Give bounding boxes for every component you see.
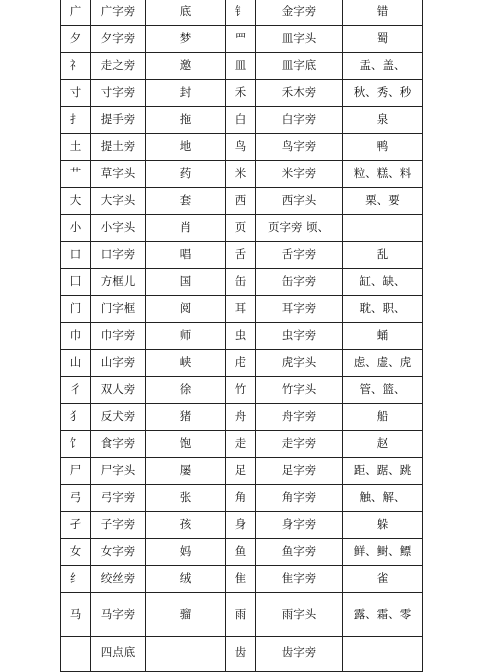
cell-radical-name: 食字旁 [91,431,146,458]
cell-example: 秋、秀、秒 [343,80,423,107]
cell-radical: 扌 [61,107,91,134]
cell-radical-name: 草字头 [91,161,146,188]
table-row [61,637,423,672]
cell-example: 盂、盖、 [343,53,423,80]
cell-radical-name: 雨字头 [256,593,343,637]
cell-radical: 身 [226,512,256,539]
table-row [61,269,423,296]
cell-example: 蜀 [343,26,423,53]
cell-radical-name: 四点底 [91,637,146,672]
cell-example: 封 [146,80,226,107]
table-row [61,215,423,242]
cell-radical-name: 隹字旁 [256,566,343,593]
cell-radical: 页 [226,215,256,242]
table-row [61,539,423,566]
cell-radical-name: 马字旁 [91,593,146,637]
cell-example: 蛹 [343,323,423,350]
cell-radical: 艹 [61,161,91,188]
cell-radical: 纟 [61,566,91,593]
cell-radical: 礻 [61,53,91,80]
cell-radical-name: 方框儿 [91,269,146,296]
cell-radical: 孑 [61,512,91,539]
cell-example: 地 [146,134,226,161]
cell-example: 赵 [343,431,423,458]
cell-radical: 弓 [61,485,91,512]
cell-radical: 罒 [226,26,256,53]
cell-example [343,215,423,242]
cell-radical-name: 鱼字旁 [256,539,343,566]
cell-radical: 竹 [226,377,256,404]
radical-table-page [60,0,420,672]
cell-radical-name: 夕字旁 [91,26,146,53]
table-row [61,107,423,134]
table-row [61,458,423,485]
cell-radical: 耳 [226,296,256,323]
cell-radical: 米 [226,161,256,188]
table-row [61,377,423,404]
cell-example: 船 [343,404,423,431]
cell-radical-name: 大字头 [91,188,146,215]
cell-example: 虑、虚、虎 [343,350,423,377]
cell-example [146,637,226,672]
cell-radical: 夕 [61,26,91,53]
cell-radical-name: 绞丝旁 [91,566,146,593]
cell-radical-name: 口字旁 [91,242,146,269]
cell-example: 绒 [146,566,226,593]
cell-example: 底 [146,0,226,26]
cell-example: 泉 [343,107,423,134]
cell-example: 屡 [146,458,226,485]
cell-radical-name: 耳字旁 [256,296,343,323]
table-row [61,350,423,377]
cell-example: 唱 [146,242,226,269]
cell-radical [61,637,91,672]
cell-radical-name: 缶字旁 [256,269,343,296]
cell-radical-name: 虫字旁 [256,323,343,350]
cell-radical-name: 皿字头 [256,26,343,53]
cell-radical-name: 竹字头 [256,377,343,404]
cell-example: 孩 [146,512,226,539]
table-row [61,431,423,458]
cell-radical: 彳 [61,377,91,404]
cell-example: 套 [146,188,226,215]
cell-radical: 钅 [226,0,256,26]
table-row [61,242,423,269]
cell-example: 鸭 [343,134,423,161]
cell-radical-name: 走字旁 [256,431,343,458]
cell-radical-name: 小字头 [91,215,146,242]
cell-example: 乱 [343,242,423,269]
cell-radical-name: 尸字头 [91,458,146,485]
cell-example: 猪 [146,404,226,431]
cell-radical-name: 双人旁 [91,377,146,404]
table-row [61,53,423,80]
cell-radical-name: 金字旁 [256,0,343,26]
cell-radical-name: 页字旁 顷、 [256,215,343,242]
table-row [61,161,423,188]
cell-radical-name: 禾木旁 [256,80,343,107]
cell-radical-name: 提手旁 [91,107,146,134]
cell-radical-name: 广字旁 [91,0,146,26]
cell-radical-name: 皿字底 [256,53,343,80]
cell-example: 管、篮、 [343,377,423,404]
table-row [61,593,423,637]
cell-radical: 马 [61,593,91,637]
cell-radical: 鱼 [226,539,256,566]
cell-example: 躲 [343,512,423,539]
cell-example: 阅 [146,296,226,323]
cell-example: 粒、糕、料 [343,161,423,188]
cell-radical: 皿 [226,53,256,80]
cell-radical-name: 女字旁 [91,539,146,566]
cell-radical: 鸟 [226,134,256,161]
cell-radical-name: 米字旁 [256,161,343,188]
cell-example: 错 [343,0,423,26]
table-row [61,188,423,215]
cell-radical-name: 西字头 [256,188,343,215]
cell-radical-name: 反犬旁 [91,404,146,431]
table-row [61,512,423,539]
cell-radical: 巾 [61,323,91,350]
table-row [61,404,423,431]
cell-radical: 禾 [226,80,256,107]
cell-radical: 土 [61,134,91,161]
table-row [61,0,423,26]
radical-table [60,0,423,672]
cell-example: 国 [146,269,226,296]
cell-example: 耽、职、 [343,296,423,323]
cell-example: 拖 [146,107,226,134]
cell-radical: 山 [61,350,91,377]
cell-example: 露、霜、零 [343,593,423,637]
cell-radical: 门 [61,296,91,323]
cell-radical-name: 虎字头 [256,350,343,377]
cell-radical-name: 寸字旁 [91,80,146,107]
table-row [61,566,423,593]
cell-radical: 走 [226,431,256,458]
table-row [61,485,423,512]
table-row [61,26,423,53]
cell-radical: 虫 [226,323,256,350]
cell-radical: 雨 [226,593,256,637]
table-row [61,323,423,350]
cell-radical-name: 弓字旁 [91,485,146,512]
cell-radical: 舌 [226,242,256,269]
cell-example: 缸、缺、 [343,269,423,296]
cell-example: 峡 [146,350,226,377]
cell-example: 饱 [146,431,226,458]
cell-example: 骝 [146,593,226,637]
cell-example: 雀 [343,566,423,593]
cell-radical: 囗 [61,269,91,296]
cell-radical-name: 舟字旁 [256,404,343,431]
cell-radical-name: 角字旁 [256,485,343,512]
cell-radical-name: 白字旁 [256,107,343,134]
cell-radical: 寸 [61,80,91,107]
radical-table-body [61,0,423,672]
cell-radical-name: 齿字旁 [256,637,343,672]
cell-example: 栗、要 [343,188,423,215]
cell-example: 肖 [146,215,226,242]
table-row [61,296,423,323]
cell-radical: 齿 [226,637,256,672]
cell-example: 距、踞、跳 [343,458,423,485]
cell-radical-name: 身字旁 [256,512,343,539]
cell-radical: 广 [61,0,91,26]
cell-radical-name: 巾字旁 [91,323,146,350]
cell-example: 张 [146,485,226,512]
table-row [61,134,423,161]
cell-radical: 角 [226,485,256,512]
cell-radical: 虍 [226,350,256,377]
cell-example: 药 [146,161,226,188]
table-row [61,80,423,107]
cell-example: 妈 [146,539,226,566]
cell-example: 鲜、鲥、鳔 [343,539,423,566]
cell-radical: 饣 [61,431,91,458]
cell-radical: 舟 [226,404,256,431]
cell-radical: 足 [226,458,256,485]
cell-example: 梦 [146,26,226,53]
cell-example: 徐 [146,377,226,404]
cell-radical-name: 子字旁 [91,512,146,539]
cell-example: 邀 [146,53,226,80]
cell-radical-name: 足字旁 [256,458,343,485]
cell-radical-name: 鸟字旁 [256,134,343,161]
cell-radical: 尸 [61,458,91,485]
cell-radical: 大 [61,188,91,215]
cell-radical-name: 门字框 [91,296,146,323]
cell-radical-name: 山字旁 [91,350,146,377]
cell-radical: 小 [61,215,91,242]
cell-radical: 口 [61,242,91,269]
cell-radical-name: 走之旁 [91,53,146,80]
cell-radical: 女 [61,539,91,566]
cell-radical: 犭 [61,404,91,431]
cell-example: 师 [146,323,226,350]
cell-radical: 缶 [226,269,256,296]
cell-radical: 西 [226,188,256,215]
cell-radical: 隹 [226,566,256,593]
cell-radical-name: 提土旁 [91,134,146,161]
cell-radical-name: 舌字旁 [256,242,343,269]
cell-radical: 白 [226,107,256,134]
cell-example: 触、解、 [343,485,423,512]
cell-example [343,637,423,672]
